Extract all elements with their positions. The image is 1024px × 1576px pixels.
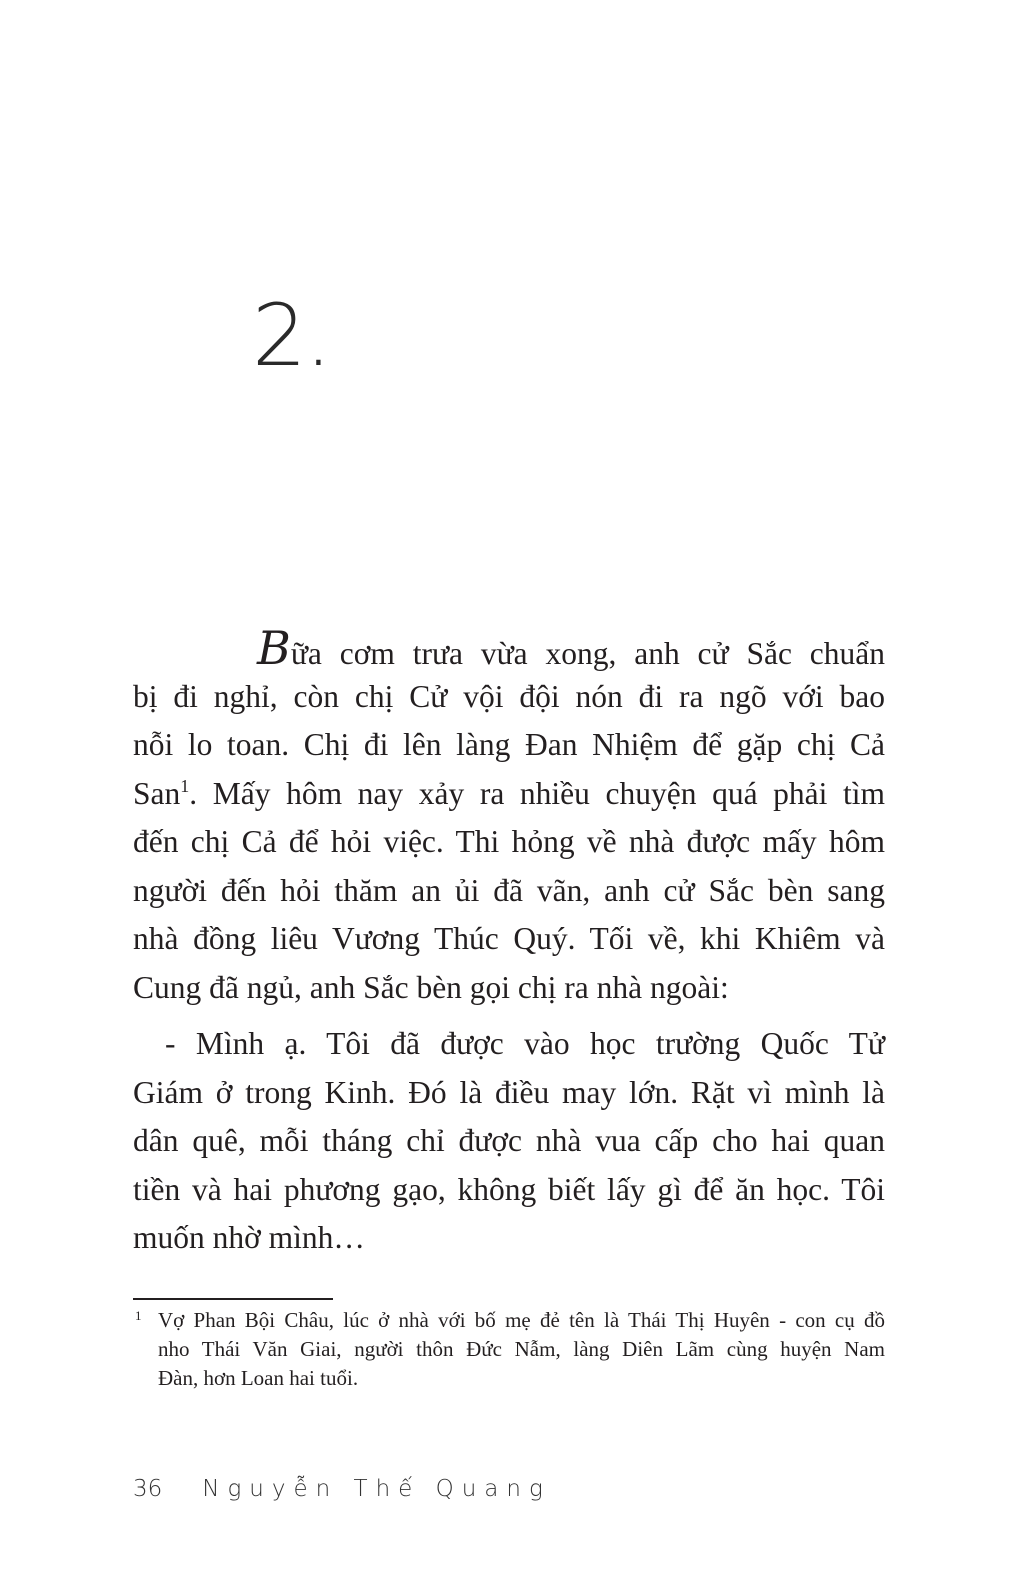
- text-line: Cung đã ngủ, anh Sắc bèn gọi chị ra nhà ngoài:: [133, 969, 729, 1005]
- text-line: nhà đồng liêu Vương Thúc Quý. Tối về, khi Khiêm và: [133, 921, 885, 956]
- footnote-line: Đàn, hơn Loan hai tuổi.: [158, 1366, 359, 1390]
- drop-cap: B: [257, 621, 291, 675]
- text-line: nỗi lo toan. Chị đi lên làng Đan Nhiệm để gặp chị Cả: [133, 727, 885, 762]
- text-span: ữa cơm trưa vừa xong, anh cử Sắc chuẩn: [290, 636, 885, 671]
- footnote-divider: [133, 1298, 333, 1300]
- page-number: 36: [133, 1476, 163, 1502]
- text-line: người đến hỏi thăm an ủi đã vãn, anh cử Sắc bèn sang: [133, 872, 885, 908]
- page-footer: [133, 1472, 551, 1506]
- text-line: - Mình ạ. Tôi đã được vào học trường Quốc Tử: [165, 1026, 885, 1061]
- text-line: bị đi nghỉ, còn chị Cử vội đội nón đi ra ngõ với bao: [133, 678, 885, 714]
- footnote: [133, 1306, 885, 1393]
- footnote-line: nho Thái Văn Giai, người thôn Đức Nẫm, làng Diên Lãm cùng huyện Nam: [158, 1337, 885, 1361]
- chapter-number: 2.: [252, 286, 331, 386]
- text-span: San: [133, 775, 181, 811]
- body-text: [133, 621, 885, 1263]
- text-line: tiền và hai phương gạo, không biết lấy gì để ăn học. Tôi: [133, 1171, 885, 1207]
- author-name: Nguyễn Thế Quang: [202, 1476, 551, 1502]
- footnote-mark: 1: [135, 1308, 142, 1323]
- text-span: . Mấy hôm nay xảy ra nhiều chuyện quá phải tìm: [189, 775, 885, 811]
- text-line: muốn nhờ mình…: [133, 1220, 365, 1255]
- footnote-line: Vợ Phan Bội Châu, lúc ở nhà với bố mẹ đẻ tên là Thái Thị Huyên - con cụ đồ: [158, 1308, 885, 1332]
- text-line: đến chị Cả để hỏi việc. Thi hỏng về nhà được mấy hôm: [133, 824, 885, 859]
- text-line: Giám ở trong Kinh. Đó là điều may lớn. Rặt vì mình là: [133, 1074, 885, 1110]
- text-line: [133, 770, 885, 819]
- footnote-reference[interactable]: 1: [180, 775, 190, 796]
- text-line: [133, 621, 885, 675]
- text-line: dân quê, mỗi tháng chỉ được nhà vua cấp cho hai quan: [133, 1123, 885, 1158]
